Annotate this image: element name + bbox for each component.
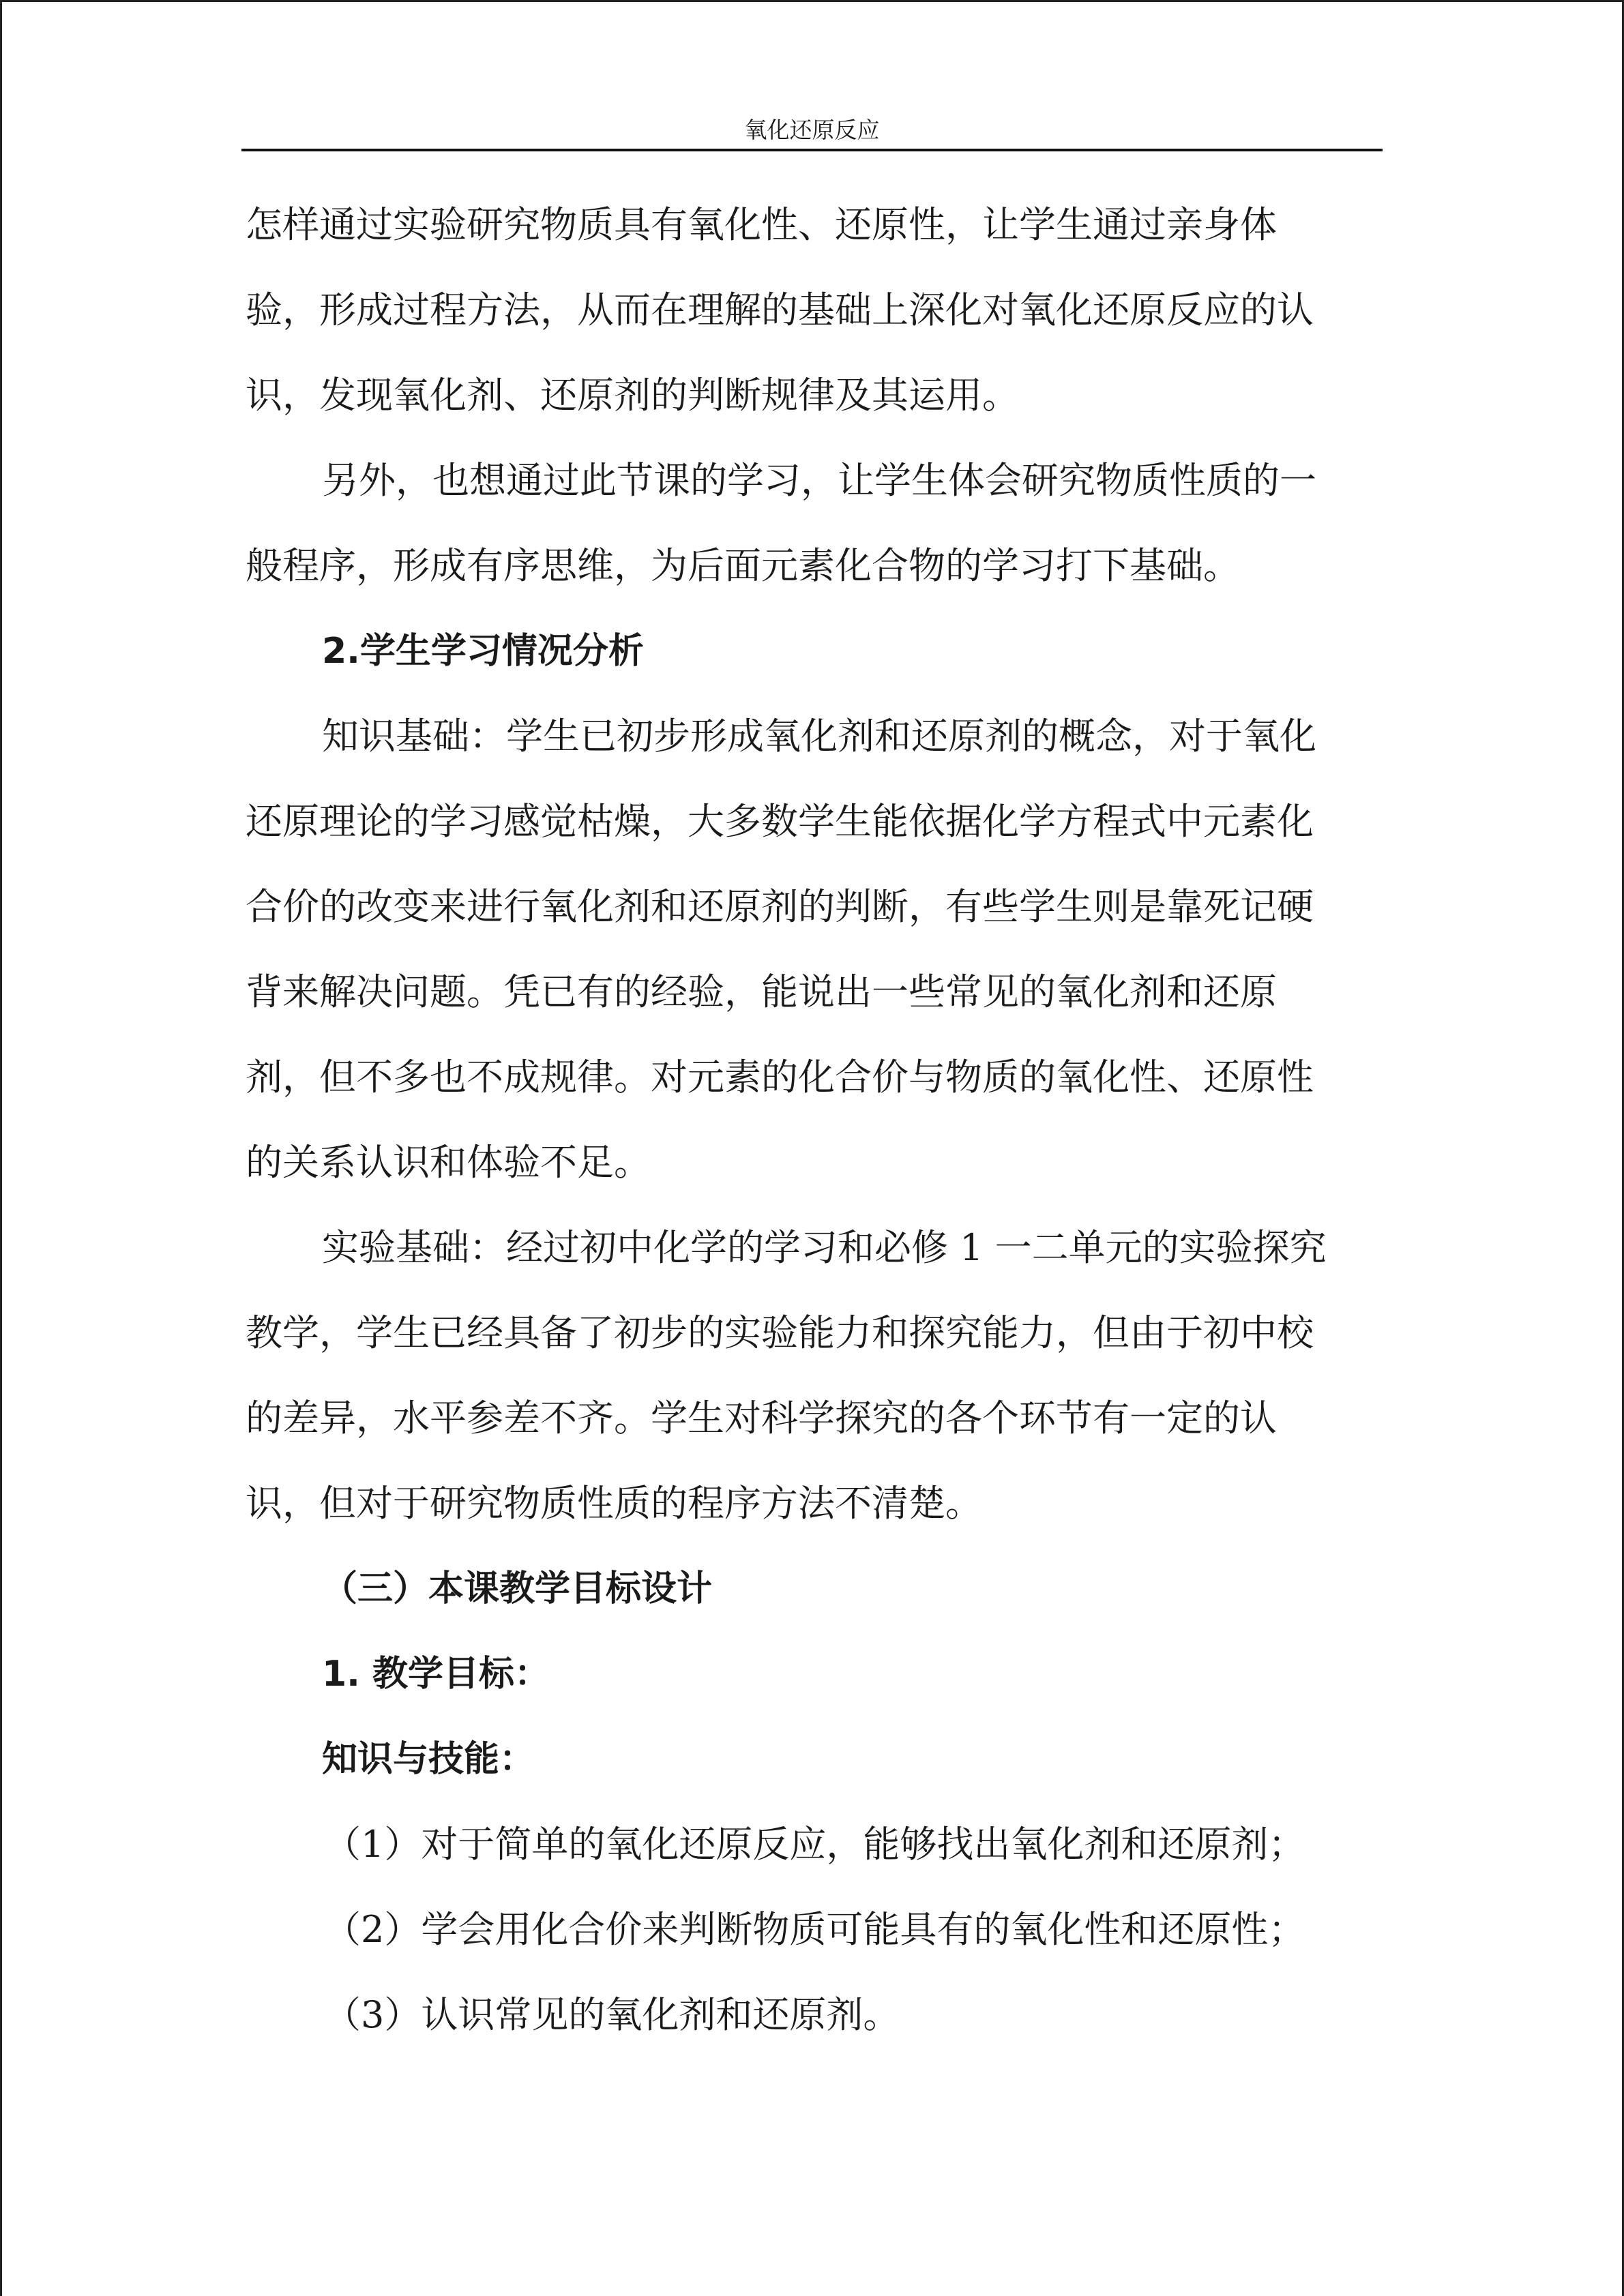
body-line: 识，但对于研究物质性质的程序方法不清楚。 (246, 1482, 982, 1525)
paragraph-start: 知识基础：学生已初步形成氧化剂和还原剂的概念，对于氧化 (322, 715, 1316, 758)
list-item: （1）对于简单的氧化还原反应，能够找出氧化剂和还原剂； (324, 1823, 1305, 1866)
body-line: 合价的改变来进行氧化剂和还原剂的判断，有些学生则是靠死记硬 (246, 885, 1314, 928)
page-border-top (0, 0, 1624, 2)
body-line: 教学，学生已经具备了初步的实验能力和探究能力，但由于初中校 (246, 1311, 1314, 1354)
page-border-left (0, 0, 2, 2296)
list-item: （3）认识常见的氧化剂和还原剂。 (324, 1993, 900, 2036)
paragraph-start: 实验基础：经过初中化学的学习和必修 1 一二单元的实验探究 (322, 1226, 1327, 1269)
body-line: 还原理论的学习感觉枯燥，大多数学生能依据化学方程式中元素化 (246, 800, 1314, 843)
header-title: 氧化还原反应 (744, 117, 880, 143)
paragraph-start: 另外，也想通过此节课的学习，让学生体会研究物质性质的一 (322, 459, 1316, 502)
body-line: 验，形成过程方法，从而在理解的基础上深化对氧化还原反应的认 (246, 288, 1314, 331)
body-line: 的差异，水平参差不齐。学生对科学探究的各个环节有一定的认 (246, 1397, 1277, 1440)
page-header (241, 109, 1383, 151)
section-heading: （三）本课教学目标设计 (322, 1568, 713, 1609)
body-line: 背来解决问题。凭已有的经验，能说出一些常见的氧化剂和还原 (246, 970, 1277, 1013)
header-rule (241, 149, 1383, 151)
body-line: 般程序，形成有序思维，为后面元素化合物的学习打下基础。 (246, 544, 1240, 587)
section-heading: 2.学生学习情况分析 (322, 631, 644, 672)
body-line: 剂，但不多也不成规律。对元素的化合价与物质的氧化性、还原性 (246, 1056, 1314, 1099)
body-line: 识，发现氧化剂、还原剂的判断规律及其运用。 (246, 374, 1019, 417)
body-line: 的关系认识和体验不足。 (246, 1141, 651, 1184)
list-item: （2）学会用化合价来判断物质可能具有的氧化性和还原性； (324, 1908, 1305, 1951)
subsection-heading: 1. 教学目标： (322, 1654, 550, 1695)
subsection-heading: 知识与技能： (322, 1739, 535, 1780)
body-line: 怎样通过实验研究物质具有氧化性、还原性，让学生通过亲身体 (246, 203, 1277, 246)
